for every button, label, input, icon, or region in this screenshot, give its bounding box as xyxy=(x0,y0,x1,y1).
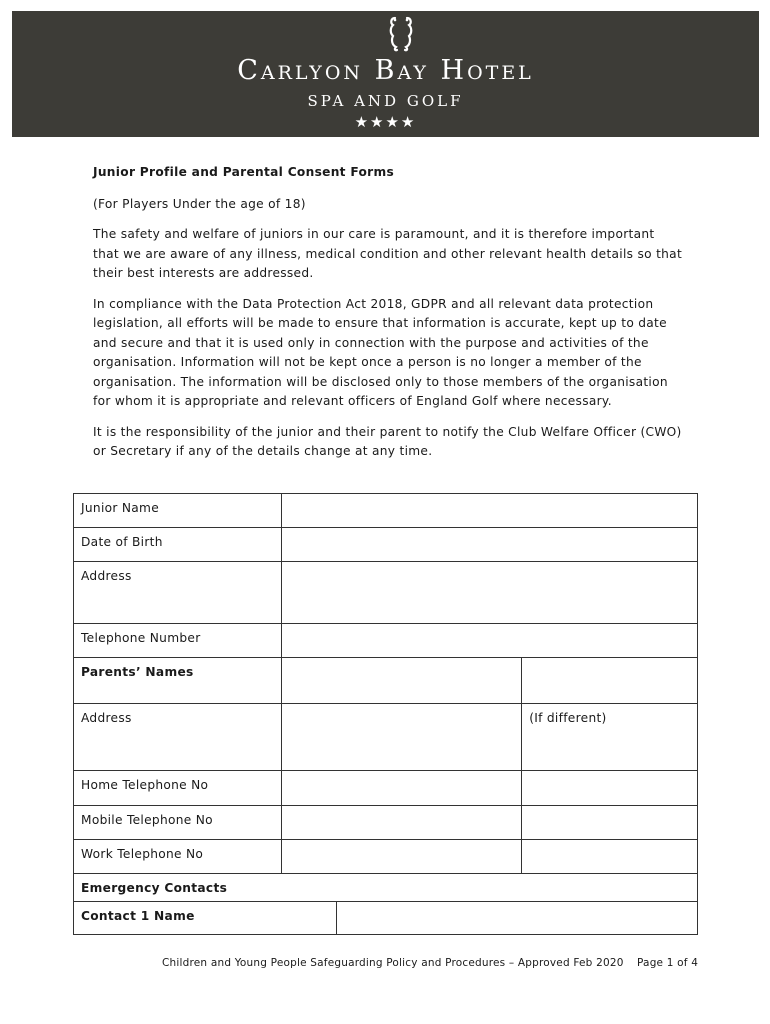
table-row xyxy=(74,771,698,806)
parent-1-address-field[interactable] xyxy=(281,704,521,771)
junior-profile-form xyxy=(73,493,698,935)
mobile-telephone-field-1[interactable] xyxy=(281,806,521,840)
hotel-header-banner xyxy=(12,11,759,137)
parents-names-label: Parents’ Names xyxy=(74,658,282,704)
junior-name-field[interactable] xyxy=(281,494,697,528)
table-row xyxy=(74,658,698,704)
mobile-telephone-field-2[interactable] xyxy=(522,806,698,840)
home-telephone-field-1[interactable] xyxy=(281,771,521,806)
work-telephone-field-2[interactable] xyxy=(522,840,698,874)
seahorse-logo-icon xyxy=(384,14,418,52)
table-row xyxy=(74,704,698,771)
intro-section xyxy=(93,163,683,473)
emergency-contacts-heading: Emergency Contacts xyxy=(74,874,698,902)
table-row xyxy=(74,562,698,624)
form-title: Junior Profile and Parental Consent Forms xyxy=(93,165,395,179)
table-row xyxy=(74,528,698,562)
date-of-birth-field[interactable] xyxy=(281,528,697,562)
work-telephone-label: Work Telephone No xyxy=(74,840,282,874)
table-row xyxy=(74,806,698,840)
intro-paragraph-data-protection: In compliance with the Data Protection Act 2018, GDPR and all relevant data protection legislation, all efforts will be made to ensure that information is accurate, kept up to date and secure and that it is used only in connection with the purpose and activities of the organisation. Information will not be kept once a person is no longer a member of the organisation. The information will be disclosed only to those members of the organisation for whom it is appropriate and relevant officers of England Golf where necessary. xyxy=(93,296,668,408)
parent-2-address-field[interactable] xyxy=(522,704,698,771)
date-of-birth-label: Date of Birth xyxy=(74,528,282,562)
table-row xyxy=(74,902,698,935)
star-rating: ★★★★ xyxy=(354,113,417,131)
intro-paragraph-responsibility: It is the responsibility of the junior and their parent to notify the Club Welfare Officer (CWO) or Secretary if any of the details change at any time. xyxy=(93,424,682,458)
form-subtitle: (For Players Under the age of 18) xyxy=(93,196,306,211)
address-field[interactable] xyxy=(281,562,697,624)
page-number: Page 1 of 4 xyxy=(637,957,699,969)
table-row xyxy=(74,874,698,902)
hotel-name: Carlyon Bay Hotel xyxy=(237,55,534,86)
intro-paragraph-welfare: The safety and welfare of juniors in our care is paramount, and it is therefore important that we are aware of any illness, medical condition and other relevant health details so that their best interests are addressed. xyxy=(93,227,683,280)
table-row xyxy=(74,494,698,528)
footer-policy-text: Children and Young People Safeguarding Policy and Procedures – Approved Feb 2020 xyxy=(162,957,624,969)
contact-1-name-field[interactable] xyxy=(336,902,697,935)
table-row xyxy=(74,840,698,874)
mobile-telephone-label: Mobile Telephone No xyxy=(74,806,282,840)
parent-address-label: Address xyxy=(74,704,282,771)
address-label: Address xyxy=(74,562,282,624)
telephone-label: Telephone Number xyxy=(74,624,282,658)
contact-1-name-label: Contact 1 Name xyxy=(74,902,337,935)
work-telephone-field-1[interactable] xyxy=(281,840,521,874)
if-different-label: (If different) xyxy=(529,711,607,725)
telephone-field[interactable] xyxy=(281,624,697,658)
parent-1-name-field[interactable] xyxy=(281,658,521,704)
home-telephone-label: Home Telephone No xyxy=(74,771,282,806)
home-telephone-field-2[interactable] xyxy=(522,771,698,806)
hotel-subtitle: SPA AND GOLF xyxy=(307,92,464,110)
table-row xyxy=(74,624,698,658)
parent-2-name-field[interactable] xyxy=(522,658,698,704)
junior-name-label: Junior Name xyxy=(74,494,282,528)
